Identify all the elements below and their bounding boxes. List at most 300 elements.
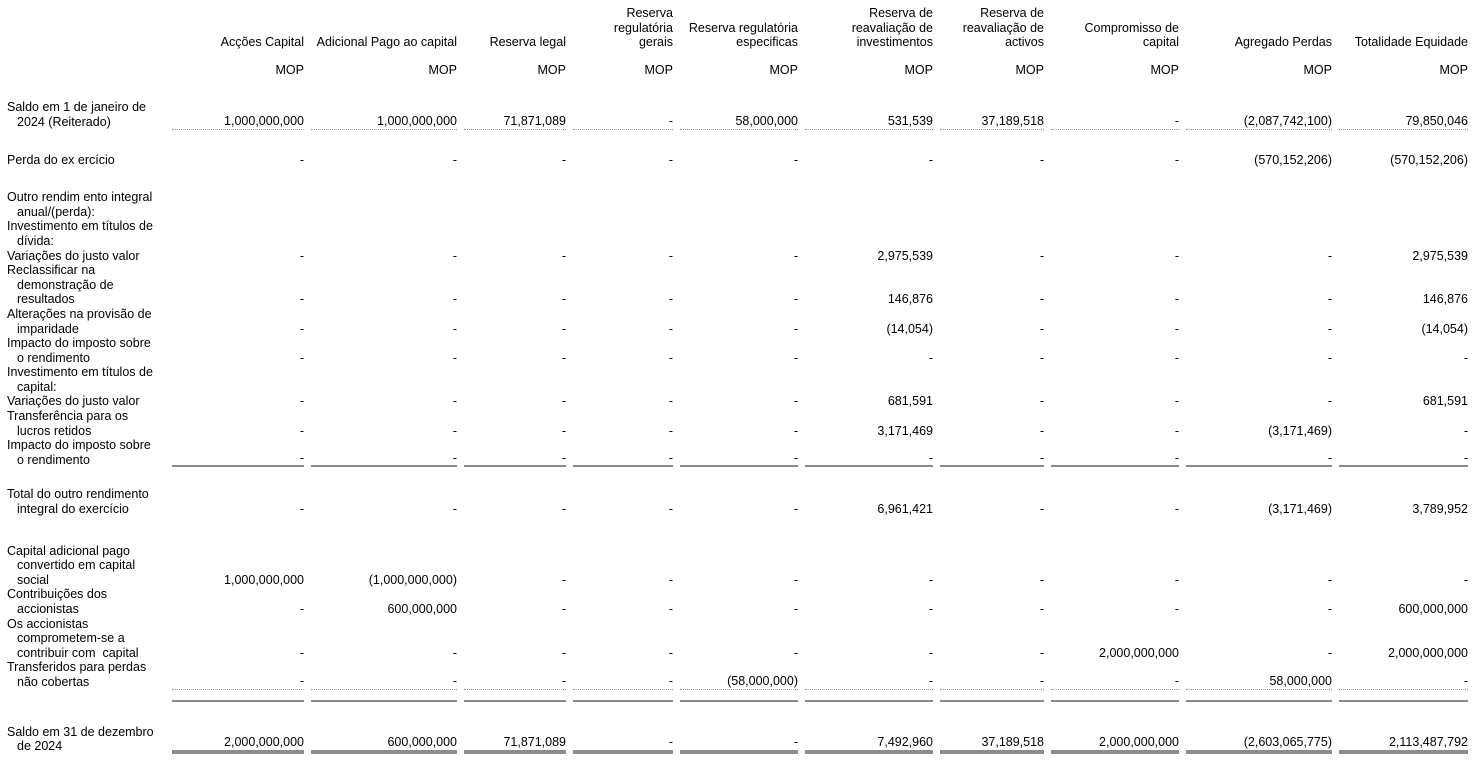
column-header-line: Reserva legal bbox=[489, 35, 566, 50]
row-label bbox=[7, 587, 165, 616]
value-cell-compromisso-de-capital: - bbox=[1174, 350, 1179, 365]
table-row-variacoes-justo-valor-divida bbox=[7, 249, 1468, 264]
value-cell-compromisso-de-capital bbox=[1051, 690, 1179, 702]
column-header-line: reavaliação de bbox=[962, 20, 1044, 35]
value-cell-totalidade-equidade bbox=[1339, 167, 1468, 219]
value-cell-accoes-capital: - bbox=[299, 321, 304, 336]
value-cell-reserva-reavaliacao-investimentos: - bbox=[928, 152, 933, 167]
currency-unit-cell: MOP bbox=[428, 62, 457, 77]
value-cell-accoes-capital: 1,000,000,000 bbox=[224, 572, 304, 587]
value-cell-adicional-pago-ao-capital: - bbox=[452, 248, 457, 263]
row-label bbox=[7, 77, 165, 129]
value-cell-reserva-reavaliacao-activos: - bbox=[1039, 248, 1044, 263]
value-cell-reserva-regulatoria-especificas: - bbox=[793, 292, 798, 307]
value-cell-reserva-regulatoria-gerais: - bbox=[668, 350, 673, 365]
table-row-saldo-31-dezembro-2024 bbox=[7, 702, 1468, 754]
row-label-line: imparidade bbox=[17, 321, 79, 336]
value-cell-reserva-legal bbox=[464, 365, 566, 394]
table-row-accionistas-comprometem-contribuir bbox=[7, 617, 1468, 661]
column-header-reserva-reavaliacao-activos bbox=[940, 0, 1044, 50]
value-cell-adicional-pago-ao-capital: 1,000,000,000 bbox=[311, 77, 457, 129]
value-cell-reserva-regulatoria-gerais bbox=[573, 219, 673, 248]
row-label bbox=[7, 517, 165, 588]
column-header-line: Acções Capital bbox=[220, 35, 304, 50]
value-cell-reserva-regulatoria-gerais bbox=[573, 167, 673, 219]
table-row-investimento-titulos-divida-header bbox=[7, 219, 1468, 248]
value-cell-reserva-reavaliacao-investimentos bbox=[805, 690, 933, 702]
value-cell-adicional-pago-ao-capital: - bbox=[452, 321, 457, 336]
value-cell-agregado-perdas: - bbox=[1327, 645, 1332, 660]
value-cell-compromisso-de-capital: 2,000,000,000 bbox=[1051, 702, 1179, 754]
value-cell-agregado-perdas: (2,603,065,775) bbox=[1186, 702, 1332, 754]
column-header-line: investimentos bbox=[856, 35, 933, 50]
value-cell-totalidade-equidade: - bbox=[1339, 660, 1468, 689]
value-cell-compromisso-de-capital bbox=[1051, 365, 1179, 394]
value-cell-reserva-reavaliacao-activos: - bbox=[940, 660, 1044, 689]
value-cell-adicional-pago-ao-capital: 600,000,000 bbox=[387, 602, 457, 616]
value-cell-reserva-regulatoria-especificas: - bbox=[680, 438, 798, 467]
table-row-investimento-titulos-capital-header bbox=[7, 365, 1468, 394]
value-cell-adicional-pago-ao-capital bbox=[311, 690, 457, 702]
value-cell-adicional-pago-ao-capital: - bbox=[452, 152, 457, 167]
value-cell-accoes-capital: - bbox=[299, 292, 304, 307]
currency-unit-cell: MOP bbox=[644, 62, 673, 77]
value-cell-reserva-regulatoria-especificas: - bbox=[793, 394, 798, 409]
value-cell-reserva-legal: - bbox=[561, 572, 566, 587]
value-cell-agregado-perdas: - bbox=[1327, 572, 1332, 587]
table-row-subtotal-rule bbox=[7, 690, 1468, 702]
value-cell-reserva-regulatoria-especificas: - bbox=[793, 248, 798, 263]
value-cell-reserva-regulatoria-gerais: - bbox=[668, 572, 673, 587]
column-header-reserva-regulatoria-gerais bbox=[573, 0, 673, 50]
value-cell-reserva-reavaliacao-activos bbox=[940, 219, 1044, 248]
row-label bbox=[7, 394, 165, 409]
row-label bbox=[7, 365, 165, 394]
column-header-adicional-pago-ao-capital bbox=[311, 0, 457, 50]
column-header-line: Reserva de bbox=[980, 6, 1044, 20]
value-cell-reserva-regulatoria-especificas bbox=[680, 365, 798, 394]
row-label-line: Impacto do imposto sobre bbox=[7, 336, 151, 351]
row-label bbox=[7, 617, 165, 661]
table-row-outro-rendimento-integral-header bbox=[7, 167, 1468, 219]
column-header-line: Adicional Pago ao capital bbox=[316, 35, 457, 50]
value-cell-reserva-reavaliacao-activos: - bbox=[940, 438, 1044, 467]
value-cell-agregado-perdas: (570,152,206) bbox=[1254, 152, 1332, 167]
value-cell-adicional-pago-ao-capital bbox=[311, 167, 457, 219]
row-label-line: Capital adicional pago bbox=[7, 543, 131, 558]
value-cell-reserva-legal: - bbox=[464, 660, 566, 689]
value-cell-reserva-regulatoria-gerais: - bbox=[668, 502, 673, 517]
value-cell-reserva-regulatoria-gerais: - bbox=[668, 248, 673, 263]
value-cell-reserva-legal: - bbox=[561, 248, 566, 263]
value-cell-compromisso-de-capital: - bbox=[1051, 660, 1179, 689]
currency-unit-cell: MOP bbox=[904, 62, 933, 77]
column-header-accoes-capital bbox=[172, 0, 304, 50]
value-cell-totalidade-equidade: 3,789,952 bbox=[1412, 502, 1468, 517]
value-cell-reserva-regulatoria-gerais bbox=[573, 690, 673, 702]
column-header-line: reavaliação de bbox=[851, 20, 933, 35]
row-label-line: demonstração de bbox=[17, 277, 114, 292]
value-cell-reserva-legal: - bbox=[561, 423, 566, 438]
value-cell-adicional-pago-ao-capital: - bbox=[452, 350, 457, 365]
value-cell-reserva-reavaliacao-investimentos bbox=[805, 365, 933, 394]
value-cell-compromisso-de-capital: - bbox=[1174, 152, 1179, 167]
column-header-line: especificas bbox=[736, 35, 798, 50]
value-cell-adicional-pago-ao-capital: - bbox=[452, 292, 457, 307]
value-cell-compromisso-de-capital: 2,000,000,000 bbox=[1099, 645, 1179, 660]
currency-unit-cell: MOP bbox=[1150, 62, 1179, 77]
value-cell-agregado-perdas bbox=[1186, 167, 1332, 219]
column-header-totalidade-equidade bbox=[1339, 0, 1468, 50]
value-cell-reserva-legal: - bbox=[561, 502, 566, 517]
value-cell-compromisso-de-capital: - bbox=[1174, 602, 1179, 616]
row-label-line: Investimento em títulos de bbox=[7, 365, 153, 380]
row-label bbox=[7, 307, 165, 336]
row-label bbox=[7, 660, 165, 689]
value-cell-reserva-reavaliacao-activos bbox=[940, 167, 1044, 219]
value-cell-reserva-reavaliacao-investimentos: (14,054) bbox=[886, 321, 933, 336]
value-cell-reserva-regulatoria-gerais: - bbox=[668, 321, 673, 336]
value-cell-totalidade-equidade bbox=[1339, 690, 1468, 702]
value-cell-reserva-reavaliacao-activos: - bbox=[1039, 321, 1044, 336]
value-cell-reserva-regulatoria-gerais: - bbox=[573, 77, 673, 129]
value-cell-reserva-reavaliacao-activos: 37,189,518 bbox=[940, 77, 1044, 129]
row-label-line: Os accionistas bbox=[7, 616, 89, 631]
row-label-line: o rendimento bbox=[17, 350, 90, 365]
value-cell-accoes-capital: 1,000,000,000 bbox=[172, 77, 304, 129]
value-cell-accoes-capital: - bbox=[299, 152, 304, 167]
value-cell-accoes-capital bbox=[172, 167, 304, 219]
value-cell-agregado-perdas: (3,171,469) bbox=[1268, 423, 1332, 438]
row-label bbox=[7, 467, 165, 516]
value-cell-totalidade-equidade: - bbox=[1463, 572, 1468, 587]
row-label-line: resultados bbox=[17, 292, 75, 307]
value-cell-reserva-regulatoria-especificas: - bbox=[793, 645, 798, 660]
row-label bbox=[7, 263, 165, 307]
value-cell-compromisso-de-capital: - bbox=[1051, 438, 1179, 467]
row-label bbox=[7, 219, 165, 248]
value-cell-reserva-regulatoria-especificas: - bbox=[793, 572, 798, 587]
table-row-reclassificar-demonstracao-resultados bbox=[7, 263, 1468, 307]
value-cell-compromisso-de-capital: - bbox=[1174, 502, 1179, 517]
value-cell-reserva-reavaliacao-activos: - bbox=[1039, 572, 1044, 587]
currency-unit-cell: MOP bbox=[1439, 62, 1468, 77]
currency-unit-cell: MOP bbox=[1015, 62, 1044, 77]
value-cell-reserva-legal: - bbox=[561, 602, 566, 616]
value-cell-totalidade-equidade: - bbox=[1339, 438, 1468, 467]
row-label-line: dívida: bbox=[17, 233, 54, 248]
value-cell-accoes-capital: - bbox=[299, 248, 304, 263]
value-cell-reserva-regulatoria-gerais bbox=[573, 365, 673, 394]
row-label-line: lucros retidos bbox=[17, 423, 92, 438]
row-label-line: Saldo em 31 de dezembro bbox=[7, 724, 154, 739]
row-label-line: 2024 (Reiterado) bbox=[17, 114, 111, 129]
column-header-line: Reserva regulatória bbox=[688, 20, 798, 35]
table-row-saldo-1-janeiro-2024 bbox=[7, 77, 1468, 129]
value-cell-reserva-reavaliacao-activos bbox=[940, 365, 1044, 394]
currency-unit-cell: MOP bbox=[769, 62, 798, 77]
value-cell-reserva-reavaliacao-activos: - bbox=[1039, 502, 1044, 517]
row-label-line: Outro rendim ento integral bbox=[7, 190, 153, 205]
value-cell-accoes-capital bbox=[172, 690, 304, 702]
table-row-total-outro-rendimento-integral bbox=[7, 467, 1468, 516]
value-cell-reserva-regulatoria-especificas bbox=[680, 167, 798, 219]
value-cell-reserva-regulatoria-gerais: - bbox=[668, 602, 673, 616]
value-cell-reserva-legal bbox=[464, 690, 566, 702]
value-cell-totalidade-equidade: (570,152,206) bbox=[1390, 152, 1468, 167]
value-cell-reserva-reavaliacao-activos: - bbox=[1039, 394, 1044, 409]
value-cell-totalidade-equidade bbox=[1339, 219, 1468, 248]
value-cell-accoes-capital: - bbox=[172, 660, 304, 689]
value-cell-reserva-regulatoria-gerais: - bbox=[573, 438, 673, 467]
value-cell-reserva-legal: - bbox=[561, 645, 566, 660]
value-cell-adicional-pago-ao-capital: 600,000,000 bbox=[311, 702, 457, 754]
value-cell-reserva-legal: - bbox=[561, 350, 566, 365]
value-cell-reserva-legal: 71,871,089 bbox=[464, 77, 566, 129]
value-cell-agregado-perdas: - bbox=[1327, 394, 1332, 409]
value-cell-agregado-perdas: - bbox=[1327, 350, 1332, 365]
value-cell-totalidade-equidade: 2,113,487,792 bbox=[1339, 702, 1468, 754]
value-cell-reserva-reavaliacao-investimentos: 6,961,421 bbox=[877, 502, 933, 517]
value-cell-reserva-regulatoria-especificas: - bbox=[793, 350, 798, 365]
value-cell-reserva-regulatoria-gerais: - bbox=[668, 394, 673, 409]
value-cell-accoes-capital bbox=[172, 219, 304, 248]
currency-unit-cell: MOP bbox=[1303, 62, 1332, 77]
value-cell-agregado-perdas: 58,000,000 bbox=[1186, 660, 1332, 689]
value-cell-reserva-reavaliacao-investimentos: - bbox=[928, 572, 933, 587]
value-cell-adicional-pago-ao-capital: (1,000,000,000) bbox=[368, 572, 457, 587]
value-cell-reserva-reavaliacao-investimentos: 146,876 bbox=[887, 292, 933, 307]
column-header-line: Totalidade Equidade bbox=[1354, 35, 1468, 50]
value-cell-accoes-capital: - bbox=[299, 502, 304, 517]
table-row-capital-adicional-convertido bbox=[7, 517, 1468, 588]
value-cell-totalidade-equidade: (14,054) bbox=[1421, 321, 1468, 336]
value-cell-reserva-regulatoria-especificas: - bbox=[793, 423, 798, 438]
table-row-variacoes-justo-valor-capital bbox=[7, 394, 1468, 409]
value-cell-agregado-perdas: - bbox=[1327, 292, 1332, 307]
value-cell-reserva-regulatoria-especificas bbox=[680, 219, 798, 248]
value-cell-reserva-legal: - bbox=[561, 152, 566, 167]
row-label-line: o rendimento bbox=[17, 452, 90, 467]
row-label bbox=[7, 690, 165, 702]
value-cell-accoes-capital: - bbox=[172, 438, 304, 467]
column-header-line: Compromisso de bbox=[1084, 20, 1179, 35]
value-cell-compromisso-de-capital: - bbox=[1174, 248, 1179, 263]
value-cell-agregado-perdas: - bbox=[1327, 602, 1332, 616]
value-cell-reserva-regulatoria-especificas bbox=[680, 690, 798, 702]
row-label-line: accionistas bbox=[17, 602, 79, 616]
value-cell-reserva-legal bbox=[464, 219, 566, 248]
column-header-line: regulatória bbox=[613, 20, 673, 35]
value-cell-agregado-perdas bbox=[1186, 690, 1332, 702]
row-label bbox=[7, 167, 165, 219]
value-cell-reserva-regulatoria-gerais: - bbox=[668, 152, 673, 167]
column-header-reserva-legal bbox=[464, 0, 566, 50]
value-cell-accoes-capital: - bbox=[299, 602, 304, 616]
table-row-alteracoes-provisao-imparidade bbox=[7, 307, 1468, 336]
column-header-line: Agregado Perdas bbox=[1234, 35, 1332, 50]
row-label-line: convertido em capital bbox=[17, 558, 136, 573]
value-cell-compromisso-de-capital: - bbox=[1051, 77, 1179, 129]
row-label-line: Perda do ex ercício bbox=[7, 152, 115, 167]
value-cell-agregado-perdas: - bbox=[1327, 321, 1332, 336]
table-row-perda-do-exercicio bbox=[7, 130, 1468, 168]
value-cell-totalidade-equidade: 146,876 bbox=[1422, 292, 1468, 307]
row-label-line: Investimento em títulos de bbox=[7, 219, 153, 234]
currency-unit-row bbox=[7, 50, 1468, 78]
value-cell-reserva-reavaliacao-investimentos: - bbox=[928, 350, 933, 365]
value-cell-adicional-pago-ao-capital: - bbox=[452, 423, 457, 438]
value-cell-accoes-capital bbox=[172, 365, 304, 394]
currency-unit-cell: MOP bbox=[537, 62, 566, 77]
value-cell-reserva-legal: - bbox=[561, 292, 566, 307]
row-label-line: não cobertas bbox=[17, 674, 90, 689]
value-cell-adicional-pago-ao-capital bbox=[311, 365, 457, 394]
table-row-transferidos-perdas-nao-cobertas bbox=[7, 660, 1468, 689]
row-label bbox=[7, 438, 165, 467]
column-header-agregado-perdas bbox=[1186, 0, 1332, 50]
value-cell-adicional-pago-ao-capital: - bbox=[452, 394, 457, 409]
row-label-line: Variações do justo valor bbox=[7, 394, 140, 409]
value-cell-compromisso-de-capital: - bbox=[1174, 292, 1179, 307]
row-label-line: Reclassificar na bbox=[7, 263, 96, 278]
value-cell-totalidade-equidade: 681,591 bbox=[1422, 394, 1468, 409]
row-label-line: anual/(perda): bbox=[17, 204, 95, 219]
value-cell-reserva-reavaliacao-activos: - bbox=[1039, 423, 1044, 438]
table-row-impacto-imposto-rendimento-capital bbox=[7, 438, 1468, 467]
table-body bbox=[7, 77, 1468, 753]
column-header-line: Reserva de bbox=[869, 6, 933, 20]
column-header-line: gerais bbox=[638, 35, 673, 50]
value-cell-reserva-regulatoria-especificas: (58,000,000) bbox=[680, 660, 798, 689]
value-cell-reserva-regulatoria-gerais: - bbox=[573, 660, 673, 689]
value-cell-reserva-reavaliacao-activos: - bbox=[1039, 602, 1044, 616]
value-cell-reserva-regulatoria-especificas: - bbox=[793, 321, 798, 336]
value-cell-reserva-reavaliacao-activos: - bbox=[1039, 645, 1044, 660]
row-label-line: Saldo em 1 de janeiro de bbox=[7, 100, 146, 115]
value-cell-compromisso-de-capital: - bbox=[1174, 321, 1179, 336]
row-label-line: social bbox=[17, 572, 49, 587]
currency-unit-cell: MOP bbox=[275, 62, 304, 77]
value-cell-reserva-legal: - bbox=[561, 394, 566, 409]
value-cell-reserva-regulatoria-especificas: - bbox=[793, 502, 798, 517]
value-cell-reserva-regulatoria-especificas: 58,000,000 bbox=[680, 77, 798, 129]
row-label-line: contribuir com capital bbox=[17, 645, 139, 660]
row-label bbox=[7, 130, 165, 168]
value-cell-adicional-pago-ao-capital: - bbox=[311, 438, 457, 467]
value-cell-reserva-reavaliacao-investimentos: - bbox=[928, 645, 933, 660]
table-row-contribuicoes-dos-accionistas bbox=[7, 587, 1468, 616]
value-cell-reserva-reavaliacao-investimentos: 531,539 bbox=[805, 77, 933, 129]
value-cell-reserva-reavaliacao-investimentos: - bbox=[805, 438, 933, 467]
value-cell-compromisso-de-capital bbox=[1051, 219, 1179, 248]
row-label bbox=[7, 249, 165, 264]
value-cell-totalidade-equidade: 2,975,539 bbox=[1412, 248, 1468, 263]
row-label-line: integral do exercício bbox=[17, 502, 129, 517]
value-cell-reserva-regulatoria-gerais: - bbox=[573, 702, 673, 754]
value-cell-reserva-reavaliacao-investimentos: 3,171,469 bbox=[877, 423, 933, 438]
value-cell-reserva-reavaliacao-investimentos: - bbox=[805, 660, 933, 689]
value-cell-accoes-capital: 2,000,000,000 bbox=[172, 702, 304, 754]
value-cell-agregado-perdas: (3,171,469) bbox=[1268, 502, 1332, 517]
value-cell-accoes-capital: - bbox=[299, 645, 304, 660]
row-label-line: comprometem-se a bbox=[17, 631, 125, 646]
value-cell-reserva-reavaliacao-investimentos: 2,975,539 bbox=[877, 248, 933, 263]
value-cell-agregado-perdas bbox=[1186, 365, 1332, 394]
column-header-row bbox=[7, 0, 1468, 50]
value-cell-reserva-reavaliacao-investimentos bbox=[805, 219, 933, 248]
value-cell-agregado-perdas: (2,087,742,100) bbox=[1186, 77, 1332, 129]
value-cell-accoes-capital: - bbox=[299, 350, 304, 365]
value-cell-totalidade-equidade: 600,000,000 bbox=[1398, 602, 1468, 616]
value-cell-reserva-reavaliacao-activos: - bbox=[1039, 350, 1044, 365]
value-cell-totalidade-equidade: - bbox=[1463, 423, 1468, 438]
row-label-header bbox=[7, 0, 165, 50]
row-label-empty bbox=[7, 50, 165, 78]
value-cell-reserva-regulatoria-gerais: - bbox=[668, 645, 673, 660]
value-cell-adicional-pago-ao-capital: - bbox=[311, 660, 457, 689]
row-label-line: Alterações na provisão de bbox=[7, 306, 152, 321]
value-cell-accoes-capital: - bbox=[299, 423, 304, 438]
value-cell-reserva-regulatoria-especificas: - bbox=[793, 152, 798, 167]
value-cell-agregado-perdas bbox=[1186, 219, 1332, 248]
value-cell-totalidade-equidade: 2,000,000,000 bbox=[1388, 645, 1468, 660]
value-cell-reserva-reavaliacao-investimentos bbox=[805, 167, 933, 219]
value-cell-compromisso-de-capital: - bbox=[1174, 394, 1179, 409]
value-cell-totalidade-equidade: 79,850,046 bbox=[1339, 77, 1468, 129]
column-header-reserva-regulatoria-especificas bbox=[680, 0, 798, 50]
row-label-line: Variações do justo valor bbox=[7, 248, 140, 263]
value-cell-adicional-pago-ao-capital bbox=[311, 219, 457, 248]
value-cell-accoes-capital: - bbox=[299, 394, 304, 409]
table-row-impacto-imposto-rendimento-divida bbox=[7, 336, 1468, 365]
value-cell-reserva-reavaliacao-investimentos: 681,591 bbox=[887, 394, 933, 409]
value-cell-reserva-regulatoria-especificas: - bbox=[793, 602, 798, 616]
row-label bbox=[7, 702, 165, 754]
column-header-line: capital bbox=[1142, 35, 1179, 50]
table-header bbox=[7, 0, 1468, 77]
value-cell-reserva-reavaliacao-investimentos: 7,492,960 bbox=[805, 702, 933, 754]
value-cell-reserva-legal: - bbox=[464, 438, 566, 467]
value-cell-adicional-pago-ao-capital: - bbox=[452, 502, 457, 517]
value-cell-reserva-reavaliacao-investimentos: - bbox=[928, 602, 933, 616]
value-cell-adicional-pago-ao-capital: - bbox=[452, 645, 457, 660]
value-cell-totalidade-equidade: - bbox=[1463, 350, 1468, 365]
value-cell-reserva-regulatoria-especificas: - bbox=[680, 702, 798, 754]
row-label-line: de 2024 bbox=[17, 739, 63, 754]
column-header-reserva-reavaliacao-investimentos bbox=[805, 0, 933, 50]
row-label-line: Contribuições dos bbox=[7, 587, 108, 602]
row-label bbox=[7, 336, 165, 365]
value-cell-reserva-regulatoria-gerais: - bbox=[668, 292, 673, 307]
row-label-line: Impacto do imposto sobre bbox=[7, 438, 151, 453]
row-label-line: Transferidos para perdas bbox=[7, 660, 147, 675]
value-cell-reserva-reavaliacao-activos: - bbox=[1039, 292, 1044, 307]
column-header-compromisso-de-capital bbox=[1051, 0, 1179, 50]
value-cell-totalidade-equidade bbox=[1339, 365, 1468, 394]
row-label-line: Transferência para os bbox=[7, 409, 129, 424]
table-row-transferencia-lucros-retidos bbox=[7, 409, 1468, 438]
value-cell-reserva-legal bbox=[464, 167, 566, 219]
value-cell-agregado-perdas: - bbox=[1186, 438, 1332, 467]
value-cell-reserva-reavaliacao-activos bbox=[940, 690, 1044, 702]
row-label-line: capital: bbox=[17, 379, 57, 394]
row-label bbox=[7, 409, 165, 438]
value-cell-reserva-reavaliacao-activos: 37,189,518 bbox=[940, 702, 1044, 754]
value-cell-reserva-regulatoria-gerais: - bbox=[668, 423, 673, 438]
value-cell-reserva-legal: 71,871,089 bbox=[464, 702, 566, 754]
value-cell-reserva-legal: - bbox=[561, 321, 566, 336]
